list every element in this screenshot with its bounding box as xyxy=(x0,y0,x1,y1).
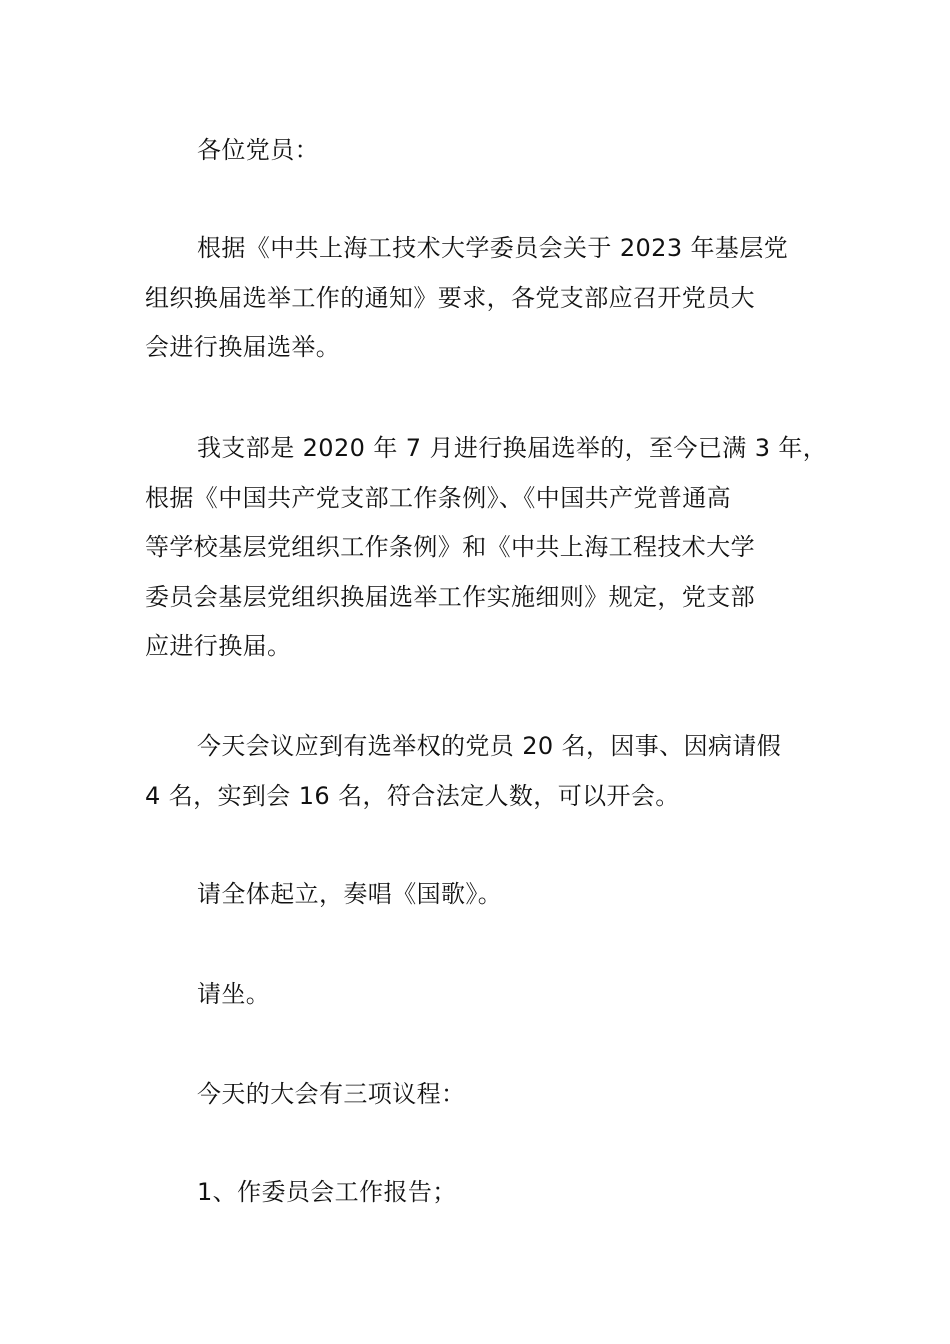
paragraph-line: 等学校基层党组织工作条例》和《中共上海工程技术大学 xyxy=(145,533,755,561)
paragraph-line: 委员会基层党组织换届选举工作实施细则》规定，党支部 xyxy=(145,582,755,611)
paragraph-line: 今天会议应到有选举权的党员 20 名，因事、因病请假 xyxy=(197,732,782,760)
paragraph-line: 根据《中国共产党支部工作条例》、《中国共产党普通高 xyxy=(145,483,731,512)
paragraph-branch-history xyxy=(145,424,828,672)
paragraph-line: 今天的大会有三项议程： xyxy=(197,1080,466,1108)
salutation-text: 各位党员： xyxy=(197,136,319,164)
paragraph-line: 根据《中共上海工技术大学委员会关于 2023 年基层党 xyxy=(197,234,789,262)
paragraph-line: 应进行换届。 xyxy=(145,632,292,660)
paragraph-line: 4 名，实到会 16 名，符合法定人数，可以开会。 xyxy=(145,781,680,810)
paragraph-line: 请坐。 xyxy=(197,980,271,1008)
paragraph-anthem xyxy=(145,870,825,920)
paragraph-line: 请全体起立，奏唱《国歌》。 xyxy=(197,880,503,908)
paragraph-line: 我支部是 2020 年 7 月进行换届选举的，至今已满 3 年， xyxy=(197,434,828,462)
paragraph-notice xyxy=(145,224,825,373)
agenda-item xyxy=(145,1168,825,1218)
paragraph-line: 会进行换届选举。 xyxy=(145,333,341,361)
paragraph-be-seated xyxy=(145,970,825,1020)
paragraph-line: 组织换届选举工作的通知》要求，各党支部应召开党员大 xyxy=(145,283,755,312)
paragraph-attendance xyxy=(145,722,825,821)
salutation xyxy=(145,126,825,176)
paragraph-agenda-intro xyxy=(145,1070,825,1120)
agenda-item-text: 1、作委员会工作报告； xyxy=(197,1178,457,1206)
